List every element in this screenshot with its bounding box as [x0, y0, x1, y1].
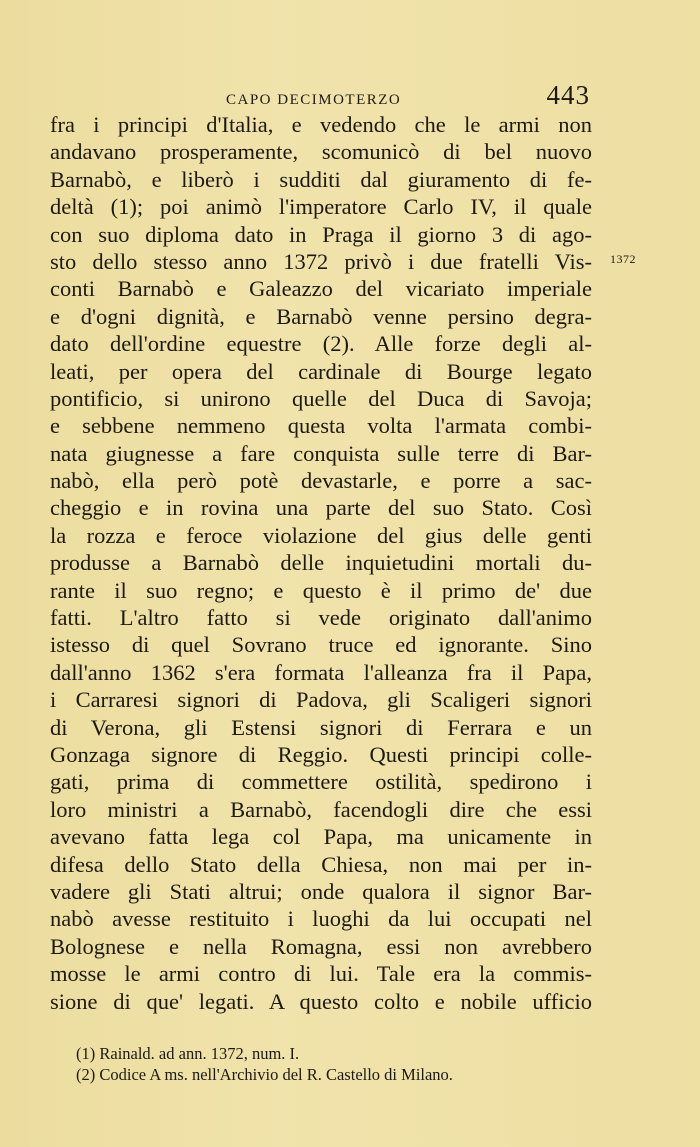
text-line: mosse le armi contro di lui. Tale era la commis- [50, 961, 592, 987]
text-line: cheggio e in rovina una parte del suo Stato. Così [50, 495, 592, 521]
text-line: sione di que' legati. A questo colto e nobile ufficio [50, 988, 592, 1014]
text-line: difesa dello Stato della Chiesa, non mai per in- [50, 851, 592, 877]
margin-year-note: 1372 [610, 252, 636, 266]
chapter-title: CAPO DECIMOTERZO [226, 92, 402, 108]
text-line: Bolognese e nella Romagna, essi non avrebbero [50, 933, 592, 959]
text-line: nabò avesse restituito i luoghi da lui occupati nel [50, 906, 592, 932]
text-line: pontificio, si unirono quelle del Duca di Savoja; [50, 385, 592, 411]
footnotes [76, 1043, 606, 1085]
text-line: e d'ogni dignità, e Barnabò venne persino degra- [50, 303, 592, 329]
text-line: loro ministri a Barnabò, facendogli dire che essi [50, 796, 592, 822]
text-line: conti Barnabò e Galeazzo del vicariato imperiale [50, 276, 592, 302]
text-line: dato dell'ordine equestre (2). Alle forze degli al- [50, 331, 592, 357]
text-line: avevano fatta lega col Papa, ma unicamente in [50, 824, 592, 850]
text-line: istesso di quel Sovrano truce ed ignorante. Sino [50, 632, 592, 658]
body-text [50, 111, 592, 1015]
text-line: Gonzaga signore di Reggio. Questi principi colle- [50, 741, 592, 767]
text-line: e sebbene nemmeno questa volta l'armata combi- [50, 413, 592, 439]
text-line: la rozza e feroce violazione del gius delle genti [50, 522, 592, 548]
text-line: Barnabò, e liberò i sudditi dal giuramento di fe- [50, 166, 592, 192]
text-line: deltà (1); poi animò l'imperatore Carlo IV, il quale [50, 194, 592, 220]
text-line: gati, prima di commettere ostilità, spedirono i [50, 769, 592, 795]
text-line: i Carraresi signori di Padova, gli Scaligeri signori [50, 687, 592, 713]
text-line: produsse a Barnabò delle inquietudini mortali du- [50, 550, 592, 576]
text-line: con suo diploma dato in Praga il giorno 3 di ago- [50, 221, 592, 247]
text-line: rante il suo regno; e questo è il primo de' due [50, 577, 592, 603]
text-line: leati, per opera del cardinale di Bourge legato [50, 358, 592, 384]
text-line: vadere gli Stati altrui; onde qualora il signor Bar- [50, 878, 592, 904]
page-number: 443 [546, 80, 590, 110]
text-line: nabò, ella però potè devastarle, e porre a sac- [50, 468, 592, 494]
text-line: nata giugnesse a fare conquista sulle terre di Bar- [50, 440, 592, 466]
text-line: sto dello stesso anno 1372 privò i due fratelli Vis- [50, 248, 592, 274]
text-line: dall'anno 1362 s'era formata l'alleanza fra il Papa, [50, 659, 592, 685]
footnote: (2) Codice A ms. nell'Archivio del R. Castello di Milano. [76, 1065, 453, 1084]
text-line: fra i principi d'Italia, e vedendo che le armi non [50, 112, 592, 137]
text-line: di Verona, gli Estensi signori di Ferrara e un [50, 714, 592, 740]
text-line: andavano prosperamente, scomunicò di bel nuovo [50, 139, 592, 165]
footnote: (1) Rainald. ad ann. 1372, num. I. [76, 1044, 300, 1063]
text-line: fatti. L'altro fatto si vede originato dall'animo [50, 605, 592, 631]
